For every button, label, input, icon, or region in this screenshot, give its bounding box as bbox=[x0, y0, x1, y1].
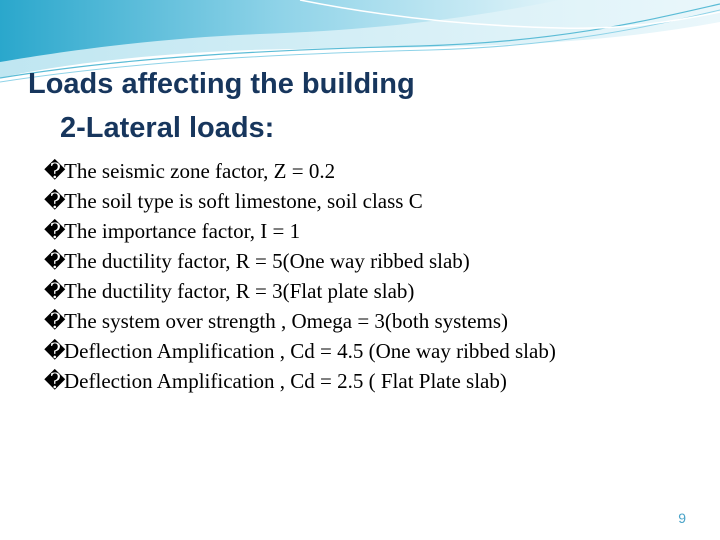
slide-title bbox=[28, 62, 415, 150]
bullet-icon: � bbox=[44, 249, 66, 273]
page-number: 9 bbox=[678, 510, 686, 526]
bullet-text: Deflection Amplification , Cd = 4.5 (One way ribbed slab) bbox=[64, 339, 556, 363]
bullet-icon: � bbox=[44, 279, 66, 303]
list-item bbox=[44, 276, 556, 306]
list-item bbox=[44, 336, 556, 366]
bullet-icon: � bbox=[44, 309, 66, 333]
bullet-text: The system over strength , Omega = 3(both systems) bbox=[64, 309, 509, 333]
bullet-icon: � bbox=[44, 219, 66, 243]
bullet-list bbox=[44, 156, 556, 396]
bullet-text: The importance factor, I = 1 bbox=[64, 219, 301, 243]
title-line-1: Loads affecting the building bbox=[28, 68, 415, 100]
list-item bbox=[44, 186, 556, 216]
bullet-icon: � bbox=[44, 189, 66, 213]
bullet-text: The ductility factor, R = 5(One way ribbed slab) bbox=[64, 249, 470, 273]
list-item bbox=[44, 306, 556, 336]
title-line-2: 2-Lateral loads: bbox=[60, 112, 275, 144]
bullet-text: The seismic zone factor, Z = 0.2 bbox=[64, 159, 336, 183]
list-item bbox=[44, 156, 556, 186]
list-item bbox=[44, 366, 556, 396]
bullet-text: The soil type is soft limestone, soil class C bbox=[64, 189, 423, 213]
bullet-text: Deflection Amplification , Cd = 2.5 ( Flat Plate slab) bbox=[64, 369, 507, 393]
bullet-icon: � bbox=[44, 339, 66, 363]
bullet-icon: � bbox=[44, 369, 66, 393]
list-item bbox=[44, 216, 556, 246]
list-item bbox=[44, 246, 556, 276]
bullet-icon: � bbox=[44, 159, 66, 183]
bullet-text: The ductility factor, R = 3(Flat plate slab) bbox=[64, 279, 415, 303]
